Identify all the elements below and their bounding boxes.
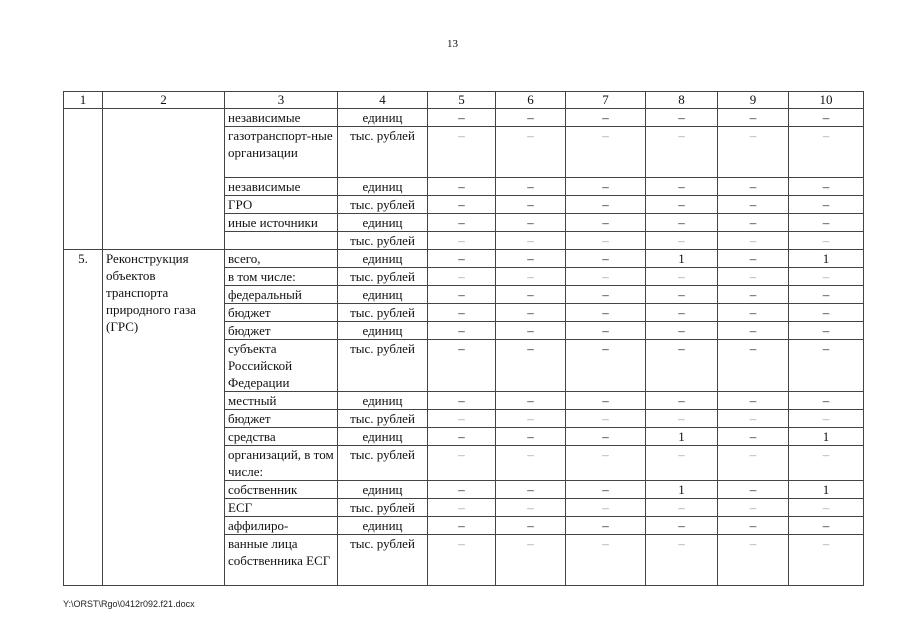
value-cell: – <box>718 446 789 481</box>
value-cell: – <box>789 214 864 232</box>
value-cell: – <box>496 268 566 286</box>
value-cell: – <box>718 109 789 127</box>
value-cell: – <box>566 340 646 392</box>
data-table <box>63 91 864 586</box>
value-cell: – <box>718 286 789 304</box>
source-cell: бюджет <box>225 410 338 428</box>
value-cell: – <box>718 428 789 446</box>
value-cell: – <box>496 109 566 127</box>
value-cell: – <box>789 410 864 428</box>
column-header: 4 <box>338 92 428 109</box>
unit-cell: тыс. рублей <box>338 446 428 481</box>
value-cell: – <box>566 428 646 446</box>
value-cell: – <box>646 109 718 127</box>
source-cell: независимые <box>225 109 338 127</box>
header-row <box>64 92 864 109</box>
item-number-cell <box>64 109 103 250</box>
value-cell: – <box>496 196 566 214</box>
value-cell: – <box>789 232 864 250</box>
value-cell: – <box>718 196 789 214</box>
unit-cell: тыс. рублей <box>338 127 428 178</box>
value-cell: – <box>789 446 864 481</box>
value-cell: – <box>566 304 646 322</box>
value-cell: – <box>428 446 496 481</box>
value-cell: – <box>566 322 646 340</box>
value-cell: – <box>646 286 718 304</box>
value-cell: – <box>496 232 566 250</box>
value-cell: – <box>428 340 496 392</box>
value-cell: – <box>646 446 718 481</box>
source-cell: бюджет <box>225 322 338 340</box>
source-cell: средства <box>225 428 338 446</box>
value-cell: – <box>566 481 646 499</box>
source-cell: ГРО <box>225 196 338 214</box>
source-cell: ЕСГ <box>225 499 338 517</box>
value-cell: – <box>496 250 566 268</box>
value-cell: – <box>718 250 789 268</box>
value-cell: – <box>566 392 646 410</box>
value-cell: – <box>566 446 646 481</box>
value-cell: – <box>496 286 566 304</box>
value-cell: – <box>789 392 864 410</box>
value-cell: – <box>789 304 864 322</box>
value-cell: – <box>718 322 789 340</box>
source-cell: собственник <box>225 481 338 499</box>
source-cell: всего, <box>225 250 338 268</box>
value-cell: 1 <box>646 481 718 499</box>
column-header: 7 <box>566 92 646 109</box>
value-cell: – <box>718 268 789 286</box>
value-cell: – <box>566 196 646 214</box>
value-cell: – <box>566 214 646 232</box>
value-cell: – <box>496 517 566 535</box>
source-cell: аффилиро- <box>225 517 338 535</box>
source-cell: субъекта Российской Федерации <box>225 340 338 392</box>
source-cell <box>225 232 338 250</box>
value-cell: – <box>566 268 646 286</box>
source-cell: в том числе: <box>225 268 338 286</box>
value-cell: 1 <box>646 428 718 446</box>
unit-cell: единиц <box>338 392 428 410</box>
value-cell: – <box>566 250 646 268</box>
value-cell: – <box>566 232 646 250</box>
source-cell: независимые <box>225 178 338 196</box>
value-cell: – <box>718 232 789 250</box>
source-cell: бюджет <box>225 304 338 322</box>
value-cell: – <box>566 109 646 127</box>
value-cell: – <box>646 127 718 178</box>
value-cell: – <box>496 410 566 428</box>
value-cell: – <box>718 410 789 428</box>
unit-cell: тыс. рублей <box>338 535 428 586</box>
value-cell: – <box>428 535 496 586</box>
unit-cell: тыс. рублей <box>338 196 428 214</box>
value-cell: – <box>718 499 789 517</box>
column-header: 8 <box>646 92 718 109</box>
value-cell: – <box>789 178 864 196</box>
value-cell: – <box>566 517 646 535</box>
value-cell: – <box>566 410 646 428</box>
column-header: 6 <box>496 92 566 109</box>
value-cell: – <box>789 109 864 127</box>
value-cell: – <box>789 196 864 214</box>
value-cell: – <box>646 214 718 232</box>
unit-cell: единиц <box>338 109 428 127</box>
value-cell: – <box>646 517 718 535</box>
value-cell: – <box>789 127 864 178</box>
value-cell: – <box>646 410 718 428</box>
item-name-cell: Реконструкция объектов транспорта природного газа (ГРС) <box>103 250 225 586</box>
source-cell: иные источники <box>225 214 338 232</box>
value-cell: – <box>428 410 496 428</box>
value-cell: – <box>718 178 789 196</box>
value-cell: 1 <box>789 428 864 446</box>
unit-cell: единиц <box>338 481 428 499</box>
column-header: 1 <box>64 92 103 109</box>
unit-cell: единиц <box>338 250 428 268</box>
value-cell: – <box>496 499 566 517</box>
value-cell: – <box>428 250 496 268</box>
value-cell: 1 <box>789 481 864 499</box>
value-cell: – <box>428 286 496 304</box>
value-cell: – <box>718 392 789 410</box>
value-cell: – <box>428 232 496 250</box>
value-cell: – <box>496 304 566 322</box>
unit-cell: тыс. рублей <box>338 410 428 428</box>
unit-cell: единиц <box>338 214 428 232</box>
source-cell: ванные лица собственника ЕСГ <box>225 535 338 586</box>
source-cell: газотранспорт-ные организации <box>225 127 338 178</box>
value-cell: – <box>566 178 646 196</box>
source-cell: федеральный <box>225 286 338 304</box>
column-header: 2 <box>103 92 225 109</box>
value-cell: – <box>646 340 718 392</box>
value-cell: – <box>428 428 496 446</box>
column-header: 9 <box>718 92 789 109</box>
value-cell: – <box>646 196 718 214</box>
value-cell: – <box>718 304 789 322</box>
value-cell: – <box>428 392 496 410</box>
value-cell: – <box>646 178 718 196</box>
value-cell: – <box>646 499 718 517</box>
value-cell: – <box>646 535 718 586</box>
file-path-footer: Y:\ORST\Rgo\0412r092.f21.docx <box>63 599 195 609</box>
column-header: 3 <box>225 92 338 109</box>
unit-cell: тыс. рублей <box>338 232 428 250</box>
page-number: 13 <box>447 38 458 50</box>
value-cell: – <box>566 535 646 586</box>
value-cell: – <box>428 109 496 127</box>
value-cell: – <box>718 127 789 178</box>
value-cell: – <box>646 232 718 250</box>
value-cell: – <box>428 178 496 196</box>
value-cell: – <box>789 517 864 535</box>
table-row <box>64 250 864 268</box>
value-cell: – <box>428 481 496 499</box>
value-cell: – <box>496 481 566 499</box>
value-cell: – <box>496 428 566 446</box>
value-cell: – <box>789 268 864 286</box>
value-cell: – <box>789 322 864 340</box>
value-cell: – <box>718 481 789 499</box>
table-row <box>64 109 864 127</box>
value-cell: – <box>566 499 646 517</box>
value-cell: – <box>646 268 718 286</box>
value-cell: – <box>718 517 789 535</box>
value-cell: – <box>566 127 646 178</box>
value-cell: – <box>428 517 496 535</box>
value-cell: – <box>646 392 718 410</box>
value-cell: – <box>646 304 718 322</box>
value-cell: – <box>789 499 864 517</box>
unit-cell: единиц <box>338 517 428 535</box>
source-cell: организаций, в том числе: <box>225 446 338 481</box>
value-cell: – <box>496 446 566 481</box>
value-cell: – <box>718 340 789 392</box>
value-cell: – <box>646 322 718 340</box>
value-cell: – <box>428 322 496 340</box>
value-cell: – <box>496 127 566 178</box>
value-cell: – <box>496 392 566 410</box>
column-header: 5 <box>428 92 496 109</box>
value-cell: – <box>428 268 496 286</box>
value-cell: – <box>496 214 566 232</box>
unit-cell: единиц <box>338 286 428 304</box>
value-cell: – <box>718 535 789 586</box>
unit-cell: единиц <box>338 322 428 340</box>
source-cell: местный <box>225 392 338 410</box>
value-cell: – <box>428 304 496 322</box>
value-cell: – <box>496 535 566 586</box>
value-cell: 1 <box>789 250 864 268</box>
value-cell: 1 <box>646 250 718 268</box>
unit-cell: тыс. рублей <box>338 340 428 392</box>
value-cell: – <box>496 178 566 196</box>
value-cell: – <box>566 286 646 304</box>
value-cell: – <box>496 340 566 392</box>
value-cell: – <box>428 499 496 517</box>
value-cell: – <box>428 214 496 232</box>
column-header: 10 <box>789 92 864 109</box>
value-cell: – <box>428 196 496 214</box>
unit-cell: единиц <box>338 428 428 446</box>
value-cell: – <box>789 286 864 304</box>
value-cell: – <box>496 322 566 340</box>
unit-cell: единиц <box>338 178 428 196</box>
unit-cell: тыс. рублей <box>338 304 428 322</box>
unit-cell: тыс. рублей <box>338 499 428 517</box>
unit-cell: тыс. рублей <box>338 268 428 286</box>
item-name-cell <box>103 109 225 250</box>
value-cell: – <box>789 340 864 392</box>
item-number-cell: 5. <box>64 250 103 586</box>
value-cell: – <box>789 535 864 586</box>
value-cell: – <box>718 214 789 232</box>
value-cell: – <box>428 127 496 178</box>
